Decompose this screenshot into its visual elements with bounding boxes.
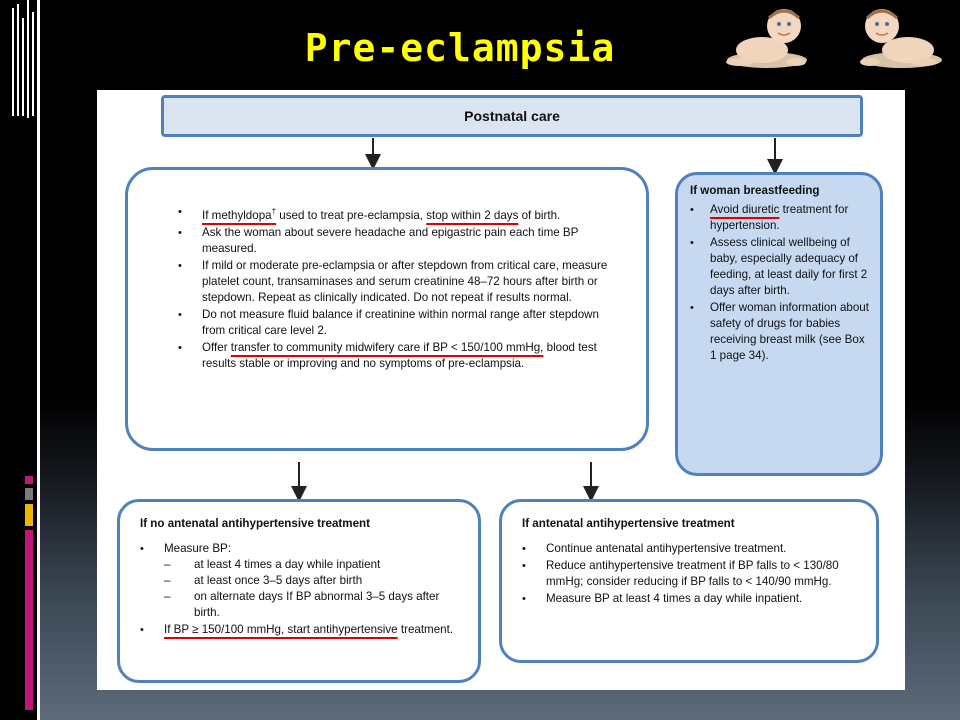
- list-item: • Measure BP at least 4 times a day while inpatient.: [522, 591, 864, 607]
- antenatal-treatment-box: [499, 499, 879, 663]
- sub-list-item: – at least 4 times a day while inpatient: [164, 557, 466, 573]
- sub-list-item: – on alternate days If BP abnormal 3–5 days after birth.: [164, 589, 466, 621]
- highlight-transfer: transfer to community midwifery care if BP < 150/100 mmHg,: [230, 340, 544, 354]
- flowchart: [97, 90, 905, 690]
- accent-tick-magenta: [25, 476, 33, 484]
- highlight-start-treatment: If BP ≥ 150/100 mmHg, start antihypertensive: [164, 623, 398, 636]
- sub-list-item: – at least once 3–5 days after birth: [164, 573, 466, 589]
- breastfeeding-box: [675, 172, 883, 476]
- list-item: • Assess clinical wellbeing of baby, especially adequacy of feeding, at least daily for first 2 days after birth.: [690, 235, 870, 299]
- list-item: • Reduce antihypertensive treatment if BP falls to < 130/80 mmHg; consider reducing if BP falls to < 140/90 mmHg.: [522, 558, 864, 590]
- list-item: • Avoid diuretic treatment for hypertension.: [690, 202, 870, 234]
- antenatal-title: If antenatal antihypertensive treatment: [522, 517, 735, 530]
- postnatal-care-header: Postnatal care: [161, 95, 863, 137]
- baby-icon: [712, 2, 812, 72]
- list-item: • Offer transfer to community midwifery care if BP < 150/100 mmHg, blood test results stable or improving and no symptoms of pre-eclampsia.: [178, 340, 616, 372]
- list-item: • If mild or moderate pre-eclampsia or after stepdown from critical care, measure platelet count, transaminases and serum creatinine 48–72 hours after birth or stepdown. Repeat as clinically indicated. Do not repeat if results normal.: [178, 258, 616, 306]
- baby-icon: [852, 2, 952, 72]
- no-antenatal-treatment-box: [117, 499, 481, 683]
- list-item: • Offer woman information about safety of drugs for babies receiving breast milk (see Box 1 page 34).: [690, 300, 870, 364]
- accent-bar-magenta: [25, 530, 33, 710]
- list-item: • If BP ≥ 150/100 mmHg, start antihypertensive treatment.: [140, 622, 466, 638]
- list-item: • Do not measure fluid balance if creatinine within normal range after stepdown from critical care level 2.: [178, 307, 616, 339]
- accent-tick-yellow: [25, 504, 33, 526]
- breastfeeding-title: If woman breastfeeding: [690, 184, 820, 197]
- accent-tick-gray: [25, 488, 33, 500]
- list-item: • Measure BP: – at least 4 times a day while inpatient – at least once 3–5 days after birth – on alternate days If BP abnormal 3–5 days after birth.: [140, 541, 466, 621]
- list-item: • Continue antenatal antihypertensive treatment.: [522, 541, 864, 557]
- highlight-stop: stop within 2 days: [426, 208, 519, 222]
- slide-title: Pre-eclampsia: [304, 26, 616, 70]
- postnatal-care-box: [125, 167, 649, 451]
- decorative-lines: [12, 0, 38, 118]
- list-item: • If methyldopa† used to treat pre-eclampsia, stop within 2 days of birth.: [178, 204, 616, 224]
- methyldopa-text: If methyldopa†: [202, 207, 277, 222]
- highlight-diuretic: Avoid diuretic: [710, 203, 780, 216]
- no-antenatal-title: If no antenatal antihypertensive treatment: [140, 517, 370, 530]
- list-item: • Ask the woman about severe headache and epigastric pain each time BP measured.: [178, 225, 616, 257]
